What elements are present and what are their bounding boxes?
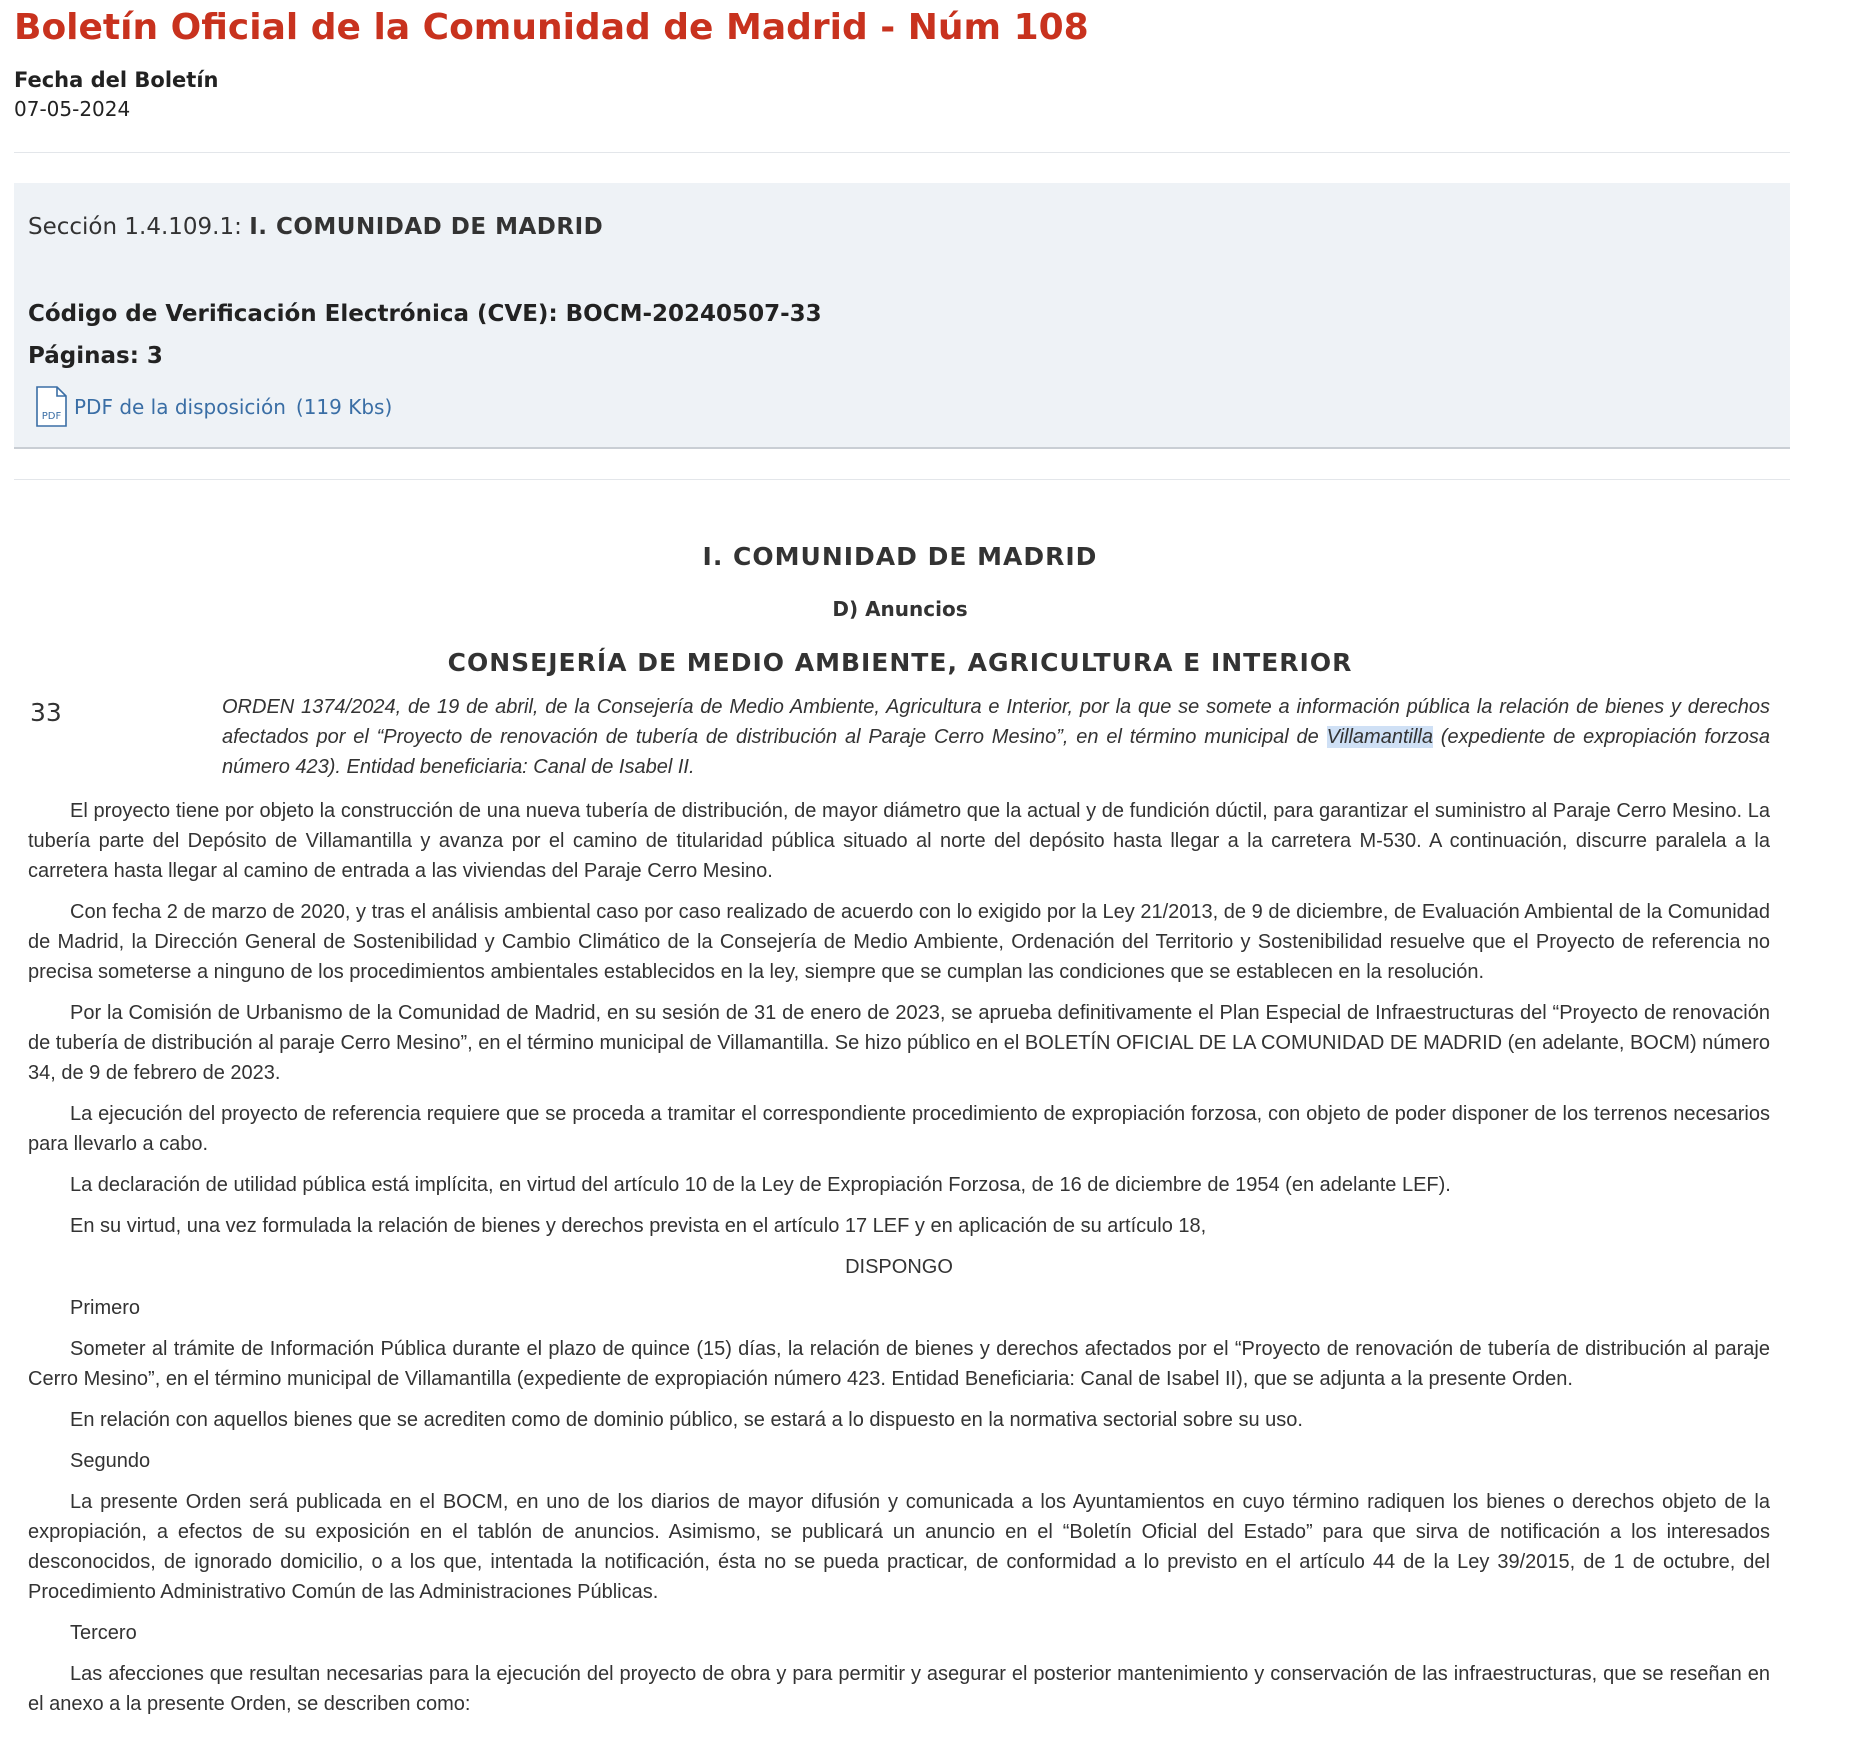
pdf-download-link[interactable]: [34, 386, 392, 428]
section-heading: I. COMUNIDAD DE MADRID: [702, 542, 1098, 571]
article-label-primero: Primero: [70, 1297, 141, 1319]
paragraph: La declaración de utilidad pública está implícita, en virtud del artículo 10 de la Ley de Expropiación Forzosa, de 16 de diciembre de 1954 (en adelante LEF).: [70, 1174, 1451, 1196]
fecha-label: Fecha del Boletín: [14, 68, 219, 92]
svg-text:PDF: PDF: [41, 411, 62, 422]
paragraph: Las afecciones que resultan necesarias para la ejecución del proyecto de obra y para permitir y asegurar el posterior mantenimiento y conservación de las infraestructuras, que se reseñan en el anexo a la presente Orden, se describen como:: [28, 1663, 1770, 1715]
seccion-name: I. COMUNIDAD DE MADRID: [249, 214, 604, 240]
paragraph: En su virtud, una vez formulada la relación de bienes y derechos prevista en el artículo 17 LEF y en aplicación de su artículo 18,: [70, 1215, 1207, 1237]
order-text: [28, 796, 1770, 1730]
divider: [14, 479, 1790, 480]
page-title: Boletín Oficial de la Comunidad de Madrid - Núm 108: [14, 7, 1089, 48]
highlighted-selection: Villamantilla: [1326, 726, 1433, 748]
summary-text-end: (expediente de expropiación forzosa número 423). Entidad beneficiaria: Canal de Isabel II.: [222, 726, 1770, 778]
page-count: Páginas: 3: [28, 343, 163, 369]
paragraph: Con fecha 2 de marzo de 2020, y tras el análisis ambiental caso por caso realizado de acuerdo con lo exigido por la Ley 21/2013, de 9 de diciembre, de Evaluación Ambiental de la Comunidad de Madrid, la Dirección General de Sostenibilidad y Cambio Climático de la Consejería de Medio Ambiente, Ordenación del Territorio y Sostenibilidad resuelve que el Proyecto de referencia no precisa someterse a ninguno de los procedimientos ambientales establecidos en la ley, siempre que se cumplan las condiciones que se establecen en la resolución.: [28, 901, 1770, 983]
article-label-segundo: Segundo: [70, 1450, 151, 1472]
fecha-value: 07-05-2024: [14, 97, 131, 121]
info-panel: [14, 183, 1790, 449]
subheading: D) Anuncios: [832, 597, 968, 621]
paragraph: Someter al trámite de Información Pública durante el plazo de quince (15) días, la relación de bienes y derechos afectados por el “Proyecto de renovación de tubería de distribución al paraje Cerro Mesino”, en el término municipal de Villamantilla (expediente de expropiación número 423. Entidad Beneficiaria: Canal de Isabel II), que se adjunta a la presente Orden.: [28, 1338, 1770, 1390]
paragraph: La ejecución del proyecto de referencia requiere que se proceda a tramitar el correspondiente procedimiento de expropiación forzosa, con objeto de poder disponer de los terrenos necesarios para llevarlo a cabo.: [28, 1103, 1770, 1155]
paragraph: En relación con aquellos bienes que se acrediten como de dominio público, se estará a lo dispuesto en la normativa sectorial sobre su uso.: [70, 1409, 1303, 1431]
pdf-file-icon: [34, 386, 68, 428]
paragraph: Por la Comisión de Urbanismo de la Comunidad de Madrid, en su sesión de 31 de enero de 2023, se aprueba definitivamente el Plan Especial de Infraestructuras del “Proyecto de renovación de tubería de distribución al paraje Cerro Mesino”, en el término municipal de Villamantilla. Se hizo público en el BOLETÍN OFICIAL DE LA COMUNIDAD DE MADRID (en adelante, BOCM) número 34, de 9 de febrero de 2023.: [28, 1002, 1770, 1084]
order-summary: [222, 692, 1770, 782]
paragraph: La presente Orden será publicada en el BOCM, en uno de los diarios de mayor difusión y comunicada a los Ayuntamientos en cuyo término radiquen los bienes o derechos objeto de la expropiación, a efectos de su exposición en el tablón de anuncios. Asimismo, se publicará un anuncio en el “Boletín Oficial del Estado” para que sirva de notificación a los interesados desconocidos, de ignorado domicilio, o a los que, intentada la notificación, ésta no se pueda practicar, de conformidad a lo previsto en el artículo 44 de la Ley 39/2015, de 1 de octubre, del Procedimiento Administrativo Común de las Administraciones Públicas.: [28, 1491, 1770, 1603]
pdf-link-label: PDF de la disposición: [74, 395, 286, 419]
dispongo-heading: DISPONGO: [845, 1256, 953, 1278]
article-label-tercero: Tercero: [70, 1622, 137, 1644]
paragraph: El proyecto tiene por objeto la construcción de una nueva tubería de distribución, de mayor diámetro que la actual y de fundición dúctil, para garantizar el suministro al Paraje Cerro Mesino. La tubería parte del Depósito de Villamantilla y avanza por el camino de titularidad pública situado al norte del depósito hasta llegar a la carretera M-530. A continuación, discurre paralela a la carretera hasta llegar al camino de entrada a las viviendas del Paraje Cerro Mesino.: [28, 800, 1770, 882]
seccion-prefix: Sección 1.4.109.1:: [28, 214, 242, 240]
pdf-size: (119 Kbs): [295, 395, 393, 419]
summary-text-start: ORDEN 1374/2024, de 19 de abril, de la Consejería de Medio Ambiente, Agricultura e Interior, por la que se somete a información pública la relación de bienes y derechos afectados por el “Proyecto de renovación de tubería de distribución al Paraje Cerro Mesino”, en el término municipal de: [222, 696, 1770, 748]
cve-code: Código de Verificación Electrónica (CVE): BOCM-20240507-33: [28, 301, 822, 327]
page-container: [14, 0, 1790, 480]
divider: [14, 152, 1790, 153]
department-heading: CONSEJERÍA DE MEDIO AMBIENTE, AGRICULTURA E INTERIOR: [447, 648, 1353, 677]
seccion-line: [28, 209, 603, 245]
announcement-number: 33: [30, 698, 62, 727]
